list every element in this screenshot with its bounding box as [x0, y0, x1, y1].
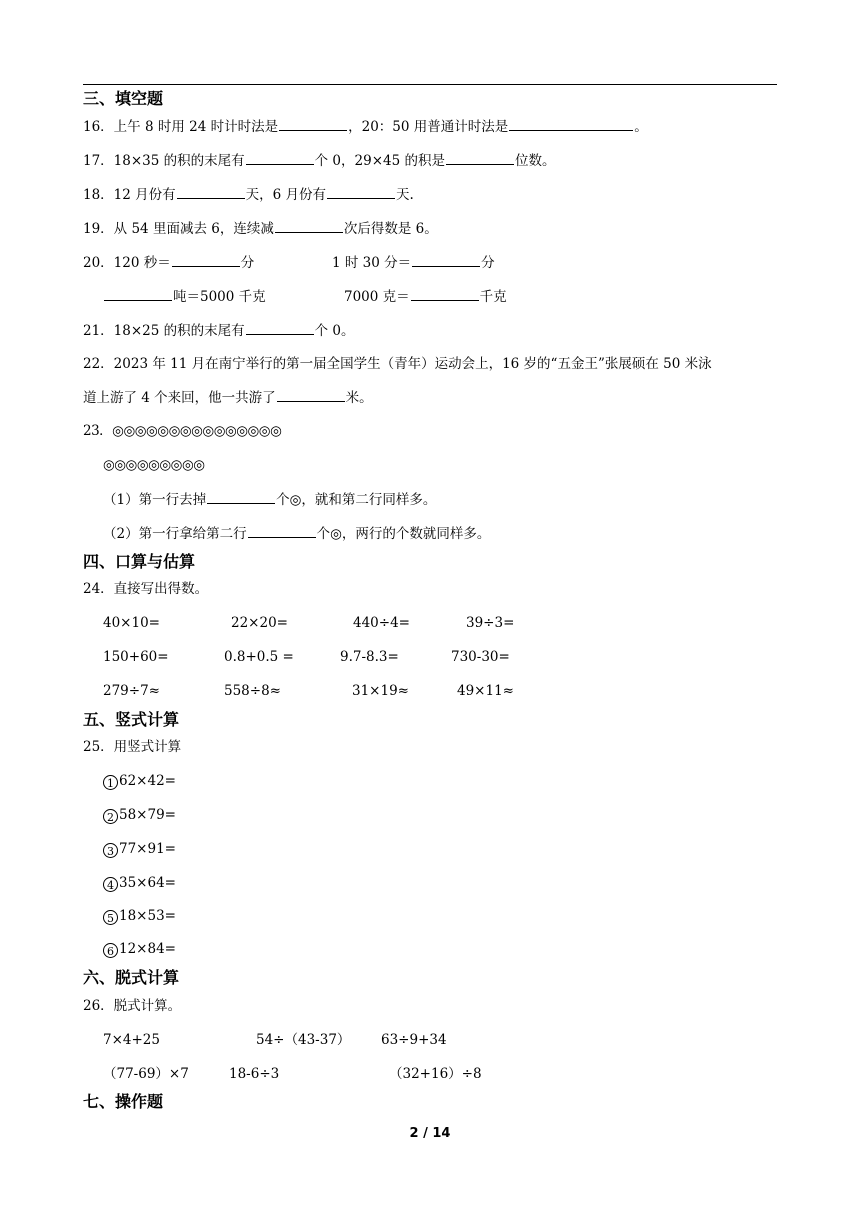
circled-number: 1: [103, 775, 118, 790]
question-23-part2: （2）第一行拿给第二行 个◎，两行的个数就同样多。: [103, 526, 491, 542]
question-25-title: 25．用竖式计算: [83, 739, 182, 755]
question-20-line1-right: 1 时 30 分＝ 分: [332, 255, 495, 271]
question-18: 18．12 月份有 天，6 月份有 天.: [83, 187, 414, 203]
answer-blank[interactable]: [275, 219, 343, 233]
answer-blank[interactable]: [446, 151, 514, 165]
section-heading-vertical-calc: 五、竖式计算: [83, 710, 180, 729]
question-23-row2: ◎◎◎◎◎◎◎◎◎: [103, 457, 205, 473]
circled-number: 6: [103, 943, 118, 958]
question-23-row1: 23．◎◎◎◎◎◎◎◎◎◎◎◎◎◎◎: [83, 423, 282, 439]
answer-blank[interactable]: [277, 388, 345, 402]
page-number: 2 / 14: [409, 1126, 451, 1141]
section-heading-step-calc: 六、脱式计算: [83, 968, 180, 987]
vertical-calc-item: 2 58×79=: [103, 806, 176, 824]
answer-blank[interactable]: [104, 287, 172, 301]
question-24-title: 24．直接写出得数。: [83, 581, 209, 597]
answer-blank[interactable]: [248, 524, 316, 538]
question-20-line1: 20．120 秒＝ 分: [83, 255, 255, 271]
question-22-line2: 道上游了 4 个来回，他一共游了 米。: [83, 390, 373, 406]
calc-item: 31×19≈: [352, 683, 409, 699]
answer-blank[interactable]: [327, 185, 395, 199]
question-26-title: 26．脱式计算。: [83, 998, 182, 1014]
calc-item: 0.8+0.5 =: [224, 649, 294, 665]
calc-item: 39÷3=: [466, 615, 515, 631]
question-21: 21．18×25 的积的末尾有 个 0。: [83, 323, 355, 339]
answer-blank[interactable]: [246, 321, 314, 335]
answer-blank[interactable]: [279, 117, 347, 131]
step-calc-item: （77-69）×7: [103, 1066, 189, 1082]
question-16: 16．上午 8 时用 24 时计时法是 ，20：50 用普通计时法是 。: [83, 119, 648, 135]
step-calc-item: （32+16）÷8: [389, 1066, 482, 1082]
question-20-line2-right: 7000 克＝ 千克: [344, 289, 507, 305]
calc-item: 49×11≈: [457, 683, 514, 699]
vertical-calc-item: 1 62×42=: [103, 772, 176, 790]
calc-item: 40×10=: [103, 615, 160, 631]
calc-item: 22×20=: [231, 615, 288, 631]
circled-number: 2: [103, 809, 118, 824]
vertical-calc-item: 5 18×53=: [103, 907, 176, 925]
circled-number: 5: [103, 910, 118, 925]
section-heading-operation: 七、操作题: [83, 1092, 164, 1111]
question-22-line1: 22．2023 年 11 月在南宁举行的第一届全国学生（青年）运动会上，16 岁的“五金王”张展硕在 50 米泳: [83, 356, 712, 372]
calc-item: 150+60=: [103, 649, 169, 665]
circled-number: 3: [103, 843, 118, 858]
answer-blank[interactable]: [207, 490, 275, 504]
section-heading-mental-math: 四、口算与估算: [83, 552, 196, 571]
step-calc-item: 63÷9+34: [381, 1032, 447, 1048]
vertical-calc-item: 4 35×64=: [103, 874, 176, 892]
answer-blank[interactable]: [172, 253, 240, 267]
question-17: 17．18×35 的积的末尾有 个 0，29×45 的积是 位数。: [83, 153, 556, 169]
question-19: 19．从 54 里面减去 6，连续减 次后得数是 6。: [83, 221, 438, 237]
question-23-part1: （1）第一行去掉 个◎，就和第二行同样多。: [103, 492, 437, 508]
calc-item: 279÷7≈: [103, 683, 160, 699]
vertical-calc-item: 3 77×91=: [103, 840, 176, 858]
vertical-calc-item: 6 12×84=: [103, 940, 176, 958]
step-calc-item: 18-6÷3: [229, 1066, 280, 1082]
calc-item: 730-30=: [451, 649, 510, 665]
calc-item: 440÷4=: [353, 615, 410, 631]
question-20-line2: 吨＝5000 千克: [103, 287, 266, 306]
answer-blank[interactable]: [177, 185, 245, 199]
circled-number: 4: [103, 877, 118, 892]
section-heading-fill-blank: 三、填空题: [83, 89, 164, 108]
answer-blank[interactable]: [246, 151, 314, 165]
top-rule: [83, 84, 777, 85]
calc-item: 9.7-8.3=: [340, 649, 399, 665]
answer-blank[interactable]: [411, 287, 479, 301]
step-calc-item: 7×4+25: [103, 1032, 160, 1048]
step-calc-item: 54÷（43-37）: [256, 1032, 351, 1048]
answer-blank[interactable]: [509, 117, 633, 131]
calc-item: 558÷8≈: [224, 683, 281, 699]
answer-blank[interactable]: [412, 253, 480, 267]
